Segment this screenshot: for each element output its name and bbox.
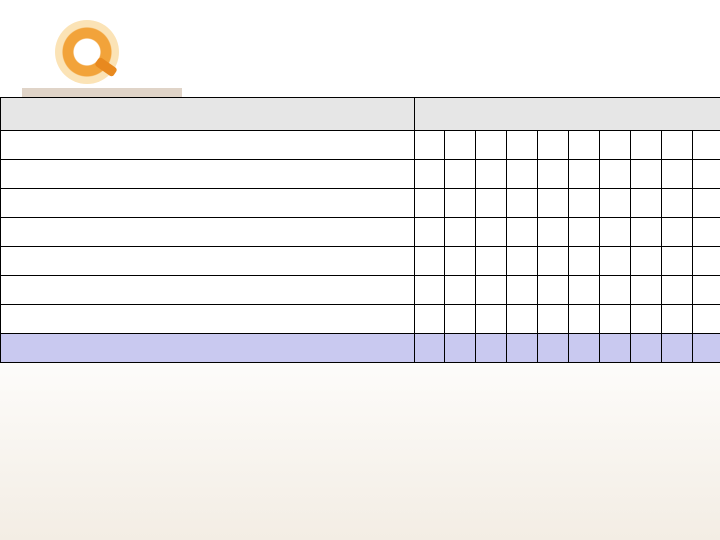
- answer-cell: [415, 305, 445, 334]
- answer-cell: [415, 189, 445, 218]
- answer-cell: [415, 218, 445, 247]
- answer-cell: [600, 160, 631, 189]
- classification-mark-cell: [538, 334, 569, 363]
- answer-cell: [445, 218, 476, 247]
- answer-cell: [538, 305, 569, 334]
- answer-cell: [476, 247, 507, 276]
- answer-cell: [445, 160, 476, 189]
- answer-cell: [662, 160, 693, 189]
- answer-cell: [693, 160, 720, 189]
- answer-cell: [507, 247, 538, 276]
- question-row: [1, 276, 720, 305]
- answer-cell: [662, 276, 693, 305]
- answer-cell: [507, 131, 538, 160]
- answer-cell: [693, 131, 720, 160]
- question-row: [1, 305, 720, 334]
- answer-cell: [600, 218, 631, 247]
- classification-mark-cell: [631, 334, 662, 363]
- answer-cell: [569, 276, 600, 305]
- answer-cell: [538, 247, 569, 276]
- answer-cell: [507, 276, 538, 305]
- answer-cell: [693, 218, 720, 247]
- answer-cell: [507, 160, 538, 189]
- answer-cell: [693, 247, 720, 276]
- karch-lasagna-table: [0, 97, 720, 363]
- answer-cell: [538, 189, 569, 218]
- answer-cell: [476, 276, 507, 305]
- answer-cell: [662, 189, 693, 218]
- question-label: [1, 131, 415, 160]
- question-label: [1, 247, 415, 276]
- question-row: [1, 160, 720, 189]
- question-row: [1, 218, 720, 247]
- table-header-row: [1, 98, 720, 131]
- classification-mark-cell: [445, 334, 476, 363]
- answer-cell: [538, 218, 569, 247]
- answer-cell: [600, 247, 631, 276]
- question-label: [1, 189, 415, 218]
- answer-cell: [662, 247, 693, 276]
- answer-cell: [693, 276, 720, 305]
- answer-cell: [476, 305, 507, 334]
- classification-mark-cell: [415, 334, 445, 363]
- answer-cell: [415, 160, 445, 189]
- answer-cell: [631, 131, 662, 160]
- answer-cell: [693, 189, 720, 218]
- answer-cell: [631, 276, 662, 305]
- answer-cell: [631, 305, 662, 334]
- answer-cell: [476, 189, 507, 218]
- answer-cell: [445, 247, 476, 276]
- answer-cell: [476, 131, 507, 160]
- answer-cell: [538, 160, 569, 189]
- question-label: [1, 218, 415, 247]
- classification-mark-cell: [476, 334, 507, 363]
- answer-cell: [507, 189, 538, 218]
- answer-cell: [538, 276, 569, 305]
- answer-cell: [569, 218, 600, 247]
- answer-cell: [415, 131, 445, 160]
- classification-mark-cell: [569, 334, 600, 363]
- answer-cell: [476, 218, 507, 247]
- answer-cell: [569, 131, 600, 160]
- classification-label: [1, 334, 415, 363]
- answer-cell: [445, 305, 476, 334]
- answer-cell: [445, 276, 476, 305]
- answer-cell: [445, 131, 476, 160]
- answer-cell: [415, 276, 445, 305]
- answer-cell: [631, 189, 662, 218]
- question-row: [1, 189, 720, 218]
- answer-cell: [600, 131, 631, 160]
- answer-cell: [507, 305, 538, 334]
- answer-cell: [569, 305, 600, 334]
- answer-cell: [569, 160, 600, 189]
- question-label: [1, 276, 415, 305]
- answer-cell: [415, 247, 445, 276]
- answer-cell: [569, 189, 600, 218]
- answer-cell: [600, 189, 631, 218]
- answer-cell: [569, 247, 600, 276]
- question-row: [1, 247, 720, 276]
- answer-cell: [662, 131, 693, 160]
- answer-cell: [445, 189, 476, 218]
- classification-mark-cell: [600, 334, 631, 363]
- question-label: [1, 160, 415, 189]
- answer-cell: [631, 247, 662, 276]
- answer-cell: [693, 305, 720, 334]
- answer-cell: [631, 160, 662, 189]
- answer-cell: [662, 218, 693, 247]
- answer-cell: [662, 305, 693, 334]
- question-row: [1, 131, 720, 160]
- classification-mark-cell: [662, 334, 693, 363]
- classification-row: [1, 334, 720, 363]
- answer-cell: [631, 218, 662, 247]
- answer-cell: [600, 276, 631, 305]
- answer-cell: [507, 218, 538, 247]
- header-selection: [415, 98, 720, 131]
- question-label: [1, 305, 415, 334]
- header-questionnaire: [1, 98, 415, 131]
- classification-mark-cell: [693, 334, 720, 363]
- classification-mark-cell: [507, 334, 538, 363]
- answer-cell: [600, 305, 631, 334]
- answer-cell: [538, 131, 569, 160]
- answer-cell: [476, 160, 507, 189]
